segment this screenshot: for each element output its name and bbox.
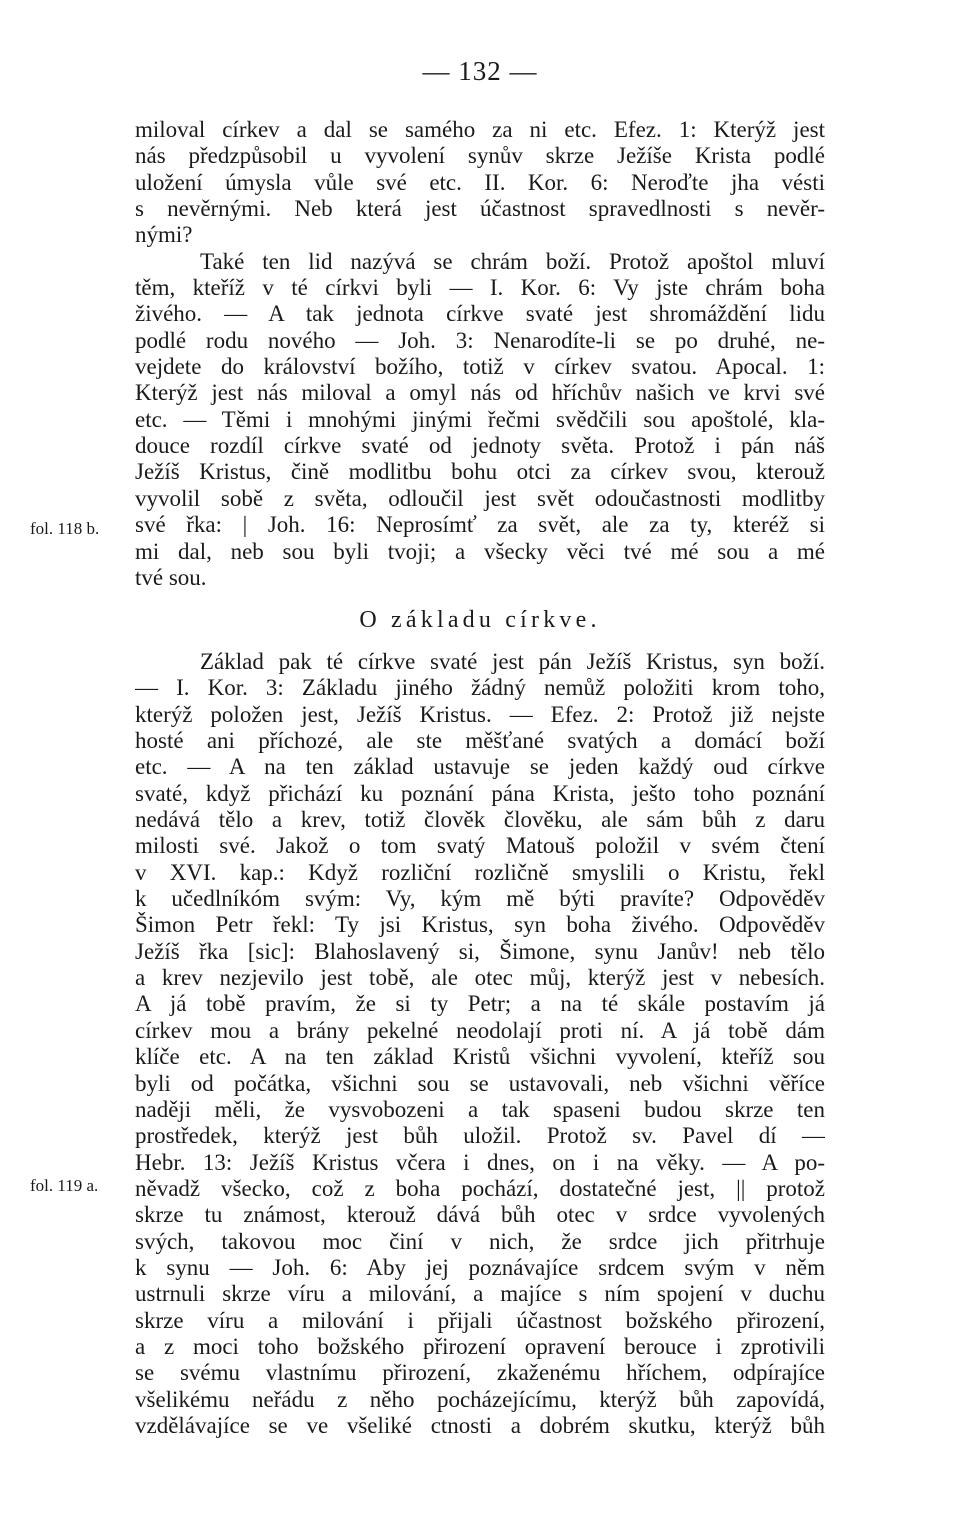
text-line: Ježíš řka [sic]: Blahoslavený si, Šimone, synu Janův! neb tělo xyxy=(135,938,825,964)
text-line: svých, takovou moc činí v nich, že srdce jich přitrhuje xyxy=(135,1228,825,1254)
text-line: klíče etc. A na ten základ Kristů všichni vyvolení, kteříž sou xyxy=(135,1044,825,1070)
text-line: a krev nezjevilo jest tobě, ale otec můj, kterýž jest v nebesích. xyxy=(135,965,825,991)
text-line: — I. Kor. 3: Základu jiného žádný nemůž položiti krom toho, xyxy=(135,675,825,701)
text-line: byli od počátka, všichni sou se ustavovali, neb všichni věříce xyxy=(135,1070,825,1096)
text-line: vyvolil sobě z světa, odloučil jest svět odoučastnosti modlitby xyxy=(135,485,825,511)
text-line: k synu — Joh. 6: Aby jej poznávajíce srdcem svým v něm xyxy=(135,1254,825,1280)
text-line: něvadž všecko, což z boha pochází, dostatečné jest, || protož xyxy=(135,1175,825,1201)
text-line: své řka: | Joh. 16: Neprosímť za svět, ale za ty, kteréž si xyxy=(135,512,825,538)
text-line: v XVI. kap.: Když rozliční rozličně smyslili o Kristu, řekl xyxy=(135,859,825,885)
text-line: svaté, když přichází ku poznání pána Krista, ješto toho poznání xyxy=(135,780,825,806)
text-line: kterýž položen jest, Ježíš Kristus. — Efez. 2: Protož již nejste xyxy=(135,701,825,727)
text-line: etc. — Těmi i mnohými jinými řečmi svědčili sou apoštolé, kla- xyxy=(135,406,825,432)
text-line: vejdete do království božího, totiž v církev svatou. Apocal. 1: xyxy=(135,354,825,380)
folio-margin-note: fol. 118 b. xyxy=(30,519,100,538)
text-line: Ježíš Kristus, čině modlitbu bohu otci za církev svou, kterouž xyxy=(135,459,825,485)
text-line: prostředek, kterýž jest bůh uložil. Protož sv. Pavel dí — xyxy=(135,1123,825,1149)
text-line: Šimon Petr řekl: Ty jsi Kristus, syn boha živého. Odpověděv xyxy=(135,912,825,938)
text-line: naději měli, že vysvobozeni a tak spaseni budou skrze ten xyxy=(135,1096,825,1122)
text-line: milosti své. Jakož o tom svatý Matouš položil v svém čtení xyxy=(135,833,825,859)
text-line: hosté ani příchozé, ale ste měšťané svatých a domácí boží xyxy=(135,728,825,754)
text-line: skrze víru a milování i přijali účastnost božského přirození, xyxy=(135,1307,825,1333)
folio-margin-note: fol. 119 a. xyxy=(30,1176,99,1195)
text-line: mi dal, neb sou byli tvoji; a všecky věci tvé mé sou a mé xyxy=(135,538,825,564)
text-line: vzdělávajíce se ve všeliké ctnosti a dobrém skutku, kterýž bůh xyxy=(135,1412,825,1438)
text-line: etc. — A na ten základ ustavuje se jeden každý oud církve xyxy=(135,754,825,780)
text-line: miloval církev a dal se samého za ni etc. Efez. 1: Kterýž jest xyxy=(135,117,825,142)
text-line: Kterýž jest nás miloval a omyl nás od hříchův našich ve krvi své xyxy=(135,380,825,406)
text-line: Také ten lid nazývá se chrám boží. Protož apoštol mluví xyxy=(200,248,825,274)
text-line: ustrnuli skrze víru a milování, a majíce s ním spojení v duchu xyxy=(135,1281,825,1307)
text-line: A já tobě pravím, že si ty Petr; a na té skále postavím já xyxy=(135,991,825,1017)
text-line: všelikému neřádu z něho pocházejícímu, kterýž bůh zapovídá, xyxy=(135,1386,825,1412)
text-line: se svému vlastnímu přirození, zkaženému hříchem, odpírajíce xyxy=(135,1360,825,1386)
text-line: k učedlníkóm svým: Vy, kým mě býti pravíte? Odpověděv xyxy=(135,886,825,912)
section-heading: O základu církve. xyxy=(359,607,601,633)
text-line: Hebr. 13: Ježíš Kristus včera i dnes, on i na věky. — A po- xyxy=(135,1149,825,1175)
text-line: tvé sou. xyxy=(135,564,207,590)
text-line: podlé rodu nového — Joh. 3: Nenarodíte-li se po druhé, ne- xyxy=(135,327,825,353)
text-line: církev mou a brány pekelné neodolají proti ní. A já tobě dám xyxy=(135,1017,825,1043)
section-2-text xyxy=(135,649,825,1439)
text-line: nými? xyxy=(135,222,193,248)
text-line: nedává tělo a krev, totiž člověk člověku, ale sám bůh z daru xyxy=(135,807,825,833)
text-line: s nevěrnými. Neb která jest účastnost spravedlnosti s nevěr- xyxy=(135,196,825,222)
text-line: Základ pak té církve svaté jest pán Ježíš Kristus, syn boží. xyxy=(200,649,825,674)
text-line: a z moci toho božského přirození opravení berouce i zprotivili xyxy=(135,1333,825,1359)
section-1-text xyxy=(135,117,825,591)
text-line: uložení úmysla vůle své etc. II. Kor. 6: Neroďte jha vésti xyxy=(135,169,825,195)
text-line: těm, kteříž v té církvi byli — I. Kor. 6: Vy jste chrám boha xyxy=(135,275,825,301)
text-line: nás předzpůsobil u vyvolení synův skrze Ježíše Krista podlé xyxy=(135,143,825,169)
text-line: skrze tu známost, kterouž dává bůh otec v srdce vyvolených xyxy=(135,1202,825,1228)
text-line: douce rozdíl církve svaté od jednoty světa. Protož i pán náš xyxy=(135,433,825,459)
page-number: — 132 — xyxy=(422,56,538,86)
text-line: živého. — A tak jednota církve svaté jest shromáždění lidu xyxy=(135,301,825,327)
